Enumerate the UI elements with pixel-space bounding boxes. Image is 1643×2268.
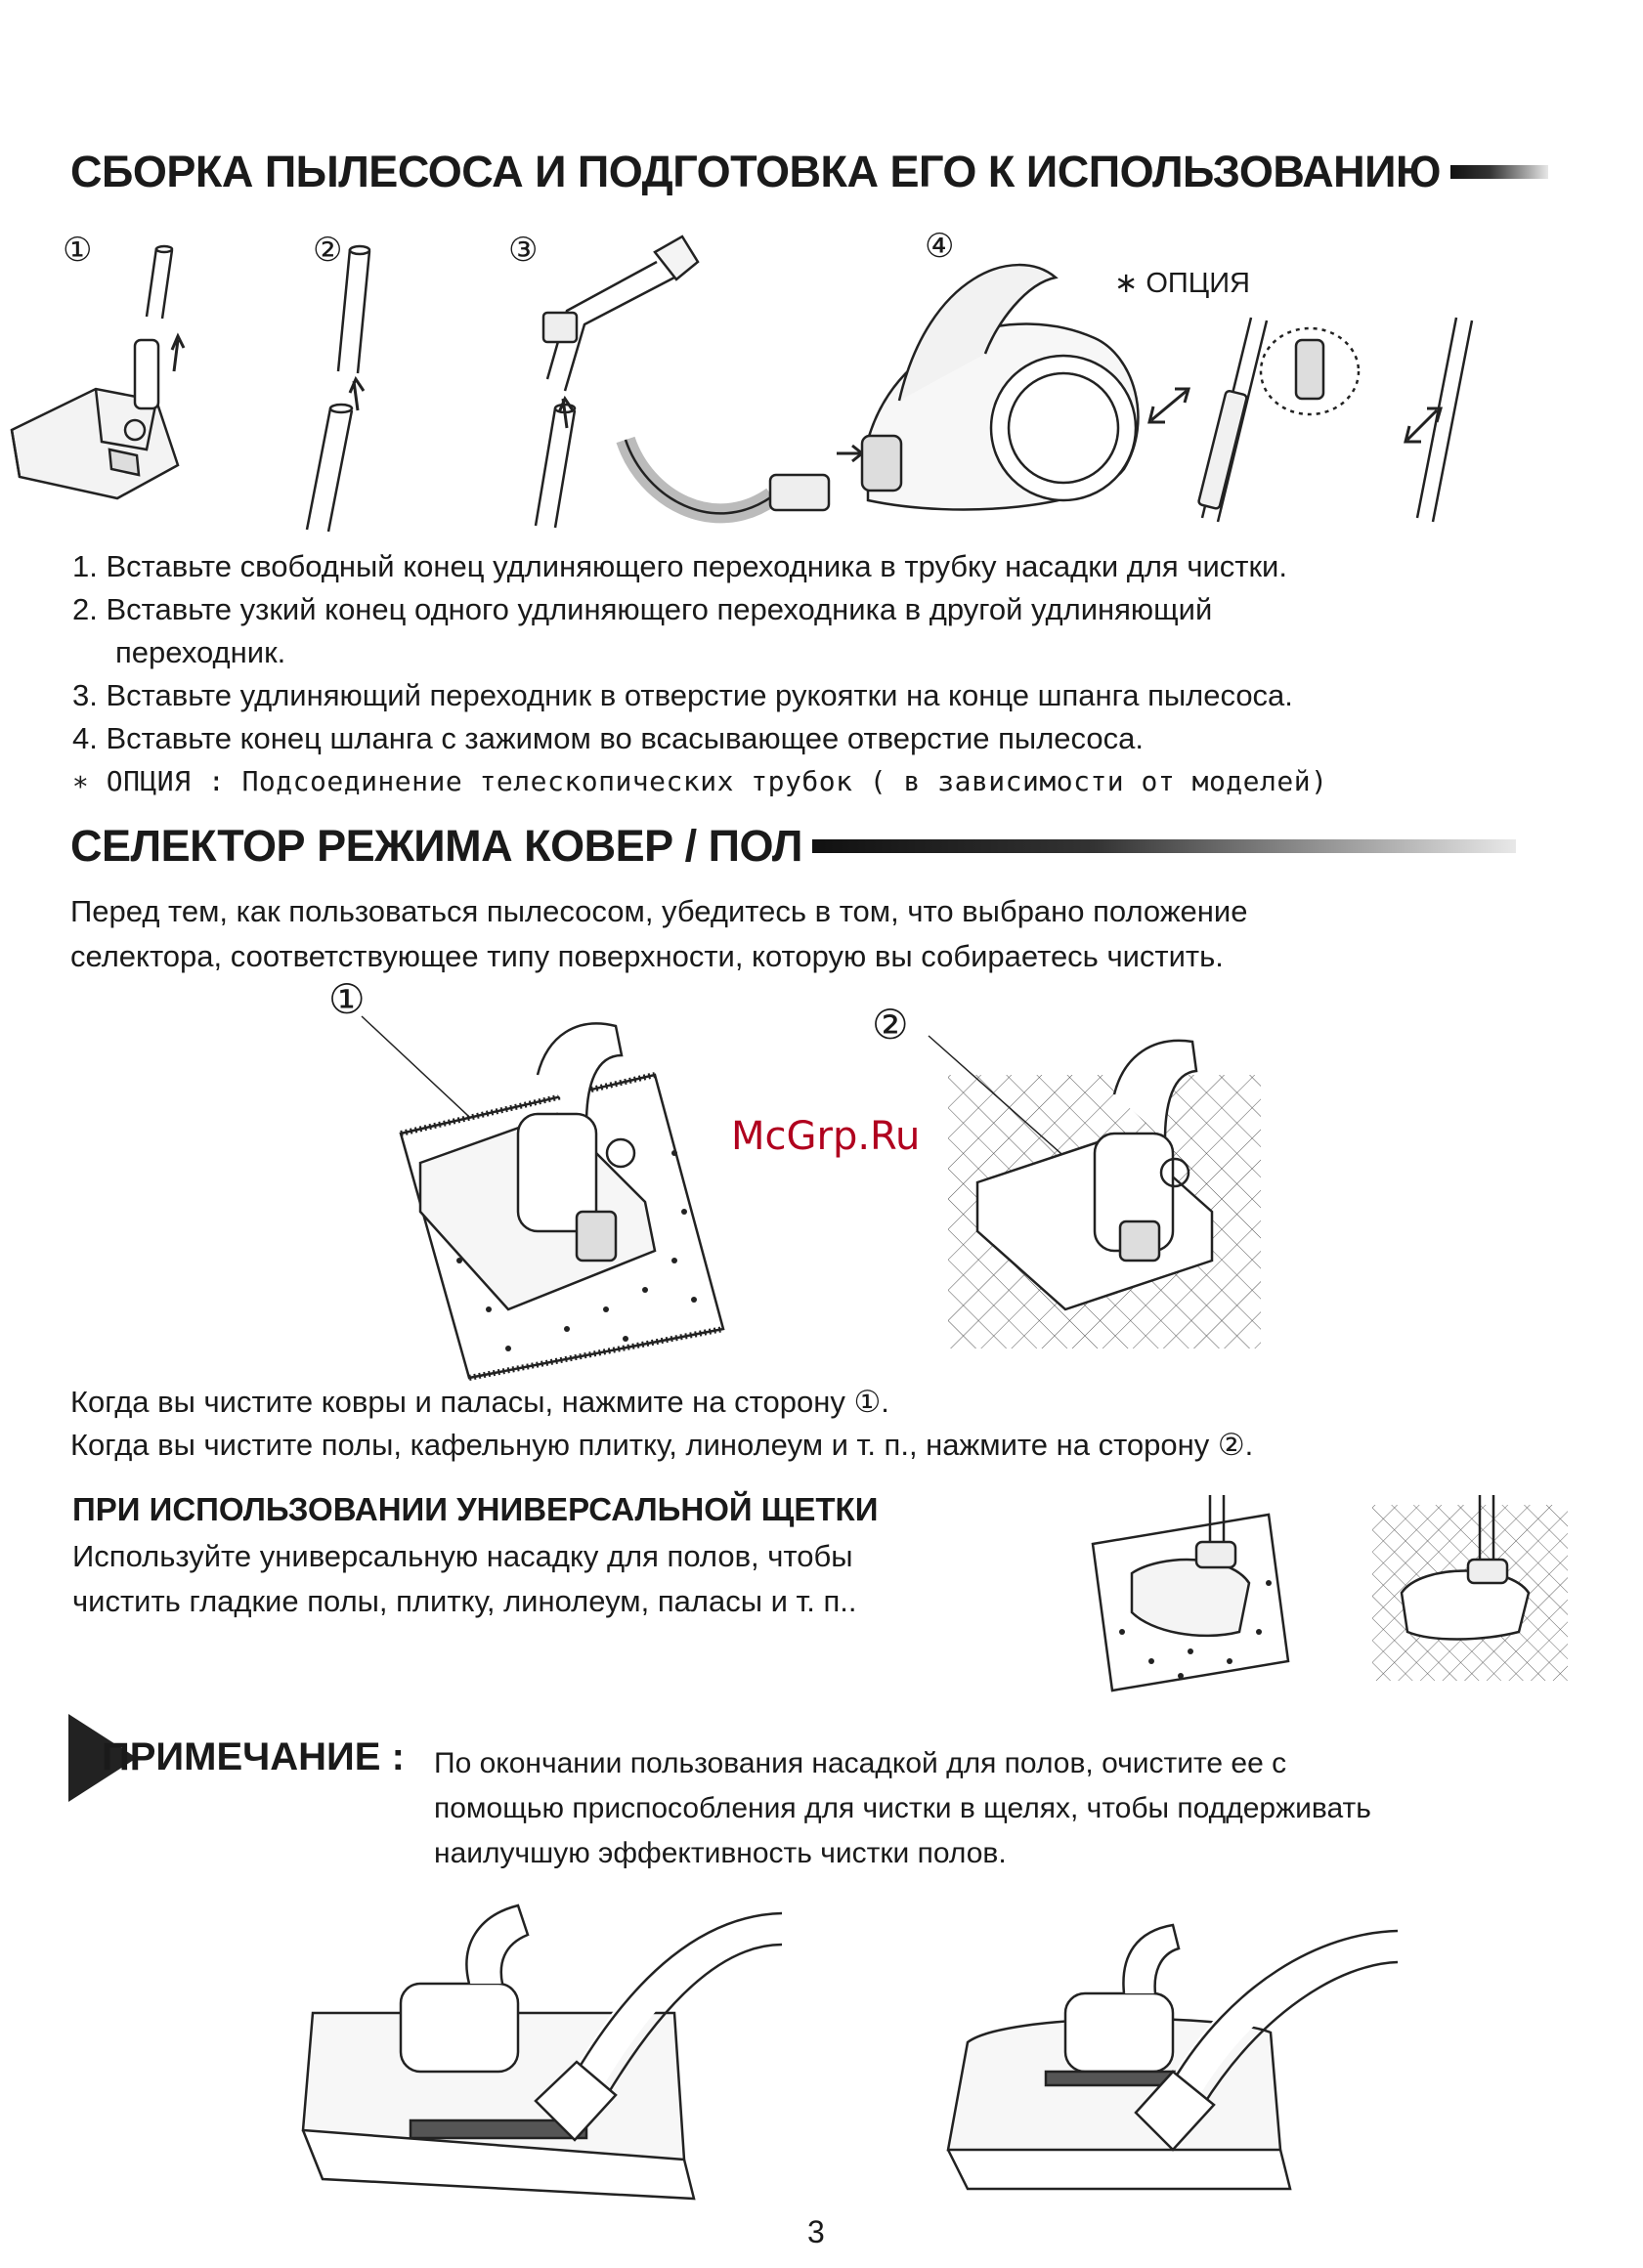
carpet-instruction: Когда вы чистите ковры и паласы, нажмите на сторону ①. <box>70 1385 889 1419</box>
step-1-text: 1. Вставьте свободный конец удлиняющего переходника в трубку насадки для чистки. <box>72 549 1287 583</box>
note-line-3: наилучшую эффективность чистки полов. <box>434 1837 1007 1869</box>
step-marker-3: ③ <box>508 231 539 270</box>
step-marker-4: ④ <box>925 227 955 266</box>
step-2-continuation: переходник. <box>115 635 286 669</box>
option-note: ∗ ОПЦИЯ : Подсоединение телескопических трубок ( в зависимости от моделей) <box>72 765 1328 797</box>
selector-intro-line-2: селектора, соответствующее типу поверхности, которую вы собираетесь чистить. <box>70 939 1224 973</box>
note-line-2: помощью приспособления для чистки в щелях, чтобы поддерживать <box>434 1792 1371 1824</box>
section-title-assembly-text: СБОРКА ПЫЛЕСОСА И ПОДГОТОВКА ЕГО К ИСПОЛЬЗОВАНИЮ <box>70 147 1441 196</box>
note-label: ПРИМЕЧАНИЕ : <box>102 1735 405 1778</box>
step-4-text: 4. Вставьте конец шланга с зажимом во всасывающее отверстие пылесоса. <box>72 721 1144 755</box>
illustration-step-1 <box>0 235 215 528</box>
illustration-floor-mode <box>948 1016 1261 1368</box>
illustration-carpet-mode <box>381 1016 753 1388</box>
section-title-assembly <box>70 147 1548 197</box>
option-label: ∗ ОПЦИЯ <box>1114 268 1250 299</box>
universal-brush-line-1: Используйте универсальную насадку для полов, чтобы <box>72 1539 853 1573</box>
floor-instruction: Когда вы чистите полы, кафельную плитку, линолеум и т. п., нажмите на сторону ②. <box>70 1428 1254 1462</box>
watermark: McGrp.Ru <box>731 1114 921 1159</box>
illustration-step-4-vacuum <box>606 244 1153 537</box>
illustration-step-2 <box>293 244 440 537</box>
step-3-text: 3. Вставьте удлиняющий переходник в отверстие рукоятки на конце шпанга пылесоса. <box>72 678 1293 712</box>
selector-intro-line-1: Перед тем, как пользоваться пылесосом, убедитесь в том, что выбрано положение <box>70 894 1248 928</box>
section-title-selector-text: СЕЛЕКТОР РЕЖИМА КОВЕР / ПОЛ <box>70 821 802 871</box>
step-marker-2: ② <box>313 231 343 270</box>
illustration-cleaning-brush-2 <box>929 1925 1417 2199</box>
carpet-marker: ① <box>328 975 366 1023</box>
heading-rule <box>812 839 1516 853</box>
universal-brush-line-2: чистить гладкие полы, плитку, линолеум, паласы и т. п.. <box>72 1584 857 1618</box>
illustration-universal-floor <box>1372 1485 1568 1681</box>
floor-marker: ② <box>872 1001 909 1048</box>
section-title-selector <box>70 821 1516 872</box>
assembly-steps <box>72 545 1578 803</box>
illustration-cleaning-brush-1 <box>293 1905 801 2199</box>
step-2-text: 2. Вставьте узкий конец одного удлиняющего переходника в другой удлиняющий <box>72 592 1213 626</box>
heading-rule <box>1450 165 1548 179</box>
page-number: 3 <box>807 2214 825 2249</box>
illustration-universal-carpet <box>1083 1485 1298 1700</box>
step-marker-1: ① <box>63 231 93 270</box>
universal-brush-title: ПРИ ИСПОЛЬЗОВАНИИ УНИВЕРСАЛЬНОЙ ЩЕТКИ <box>72 1491 879 1527</box>
illustration-option-telescopic <box>1134 313 1564 537</box>
note-line-1: По окончании пользования насадкой для полов, очистите ее с <box>434 1747 1287 1779</box>
